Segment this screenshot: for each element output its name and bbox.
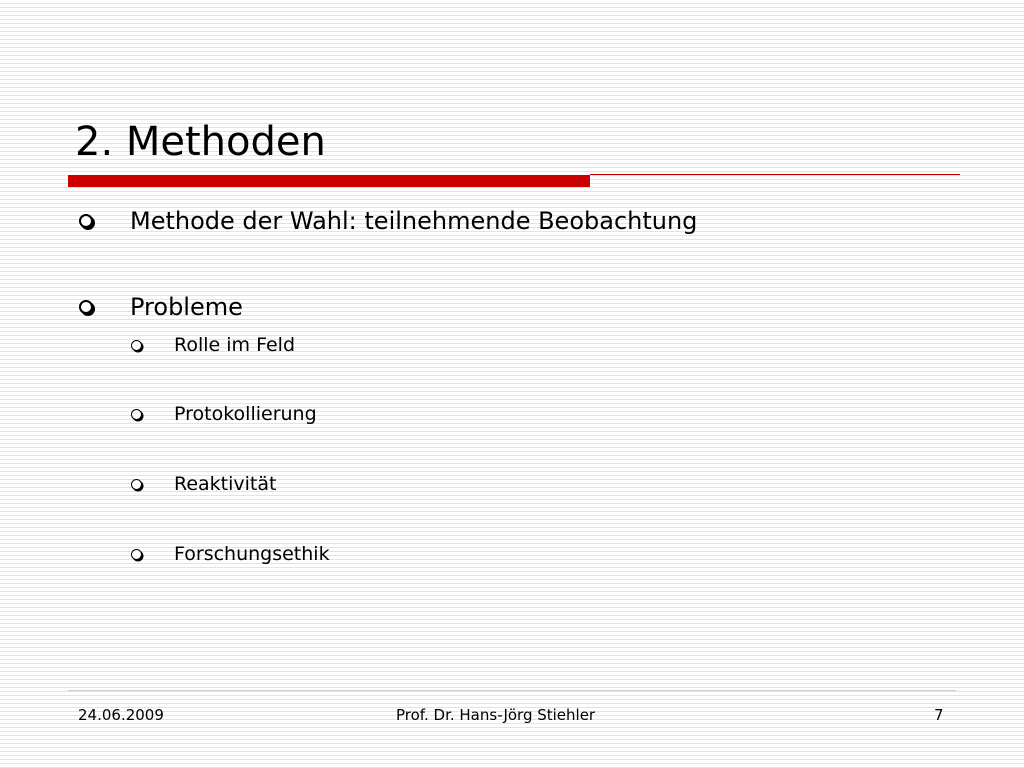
sub-bullet-text: Rolle im Feld	[174, 334, 296, 356]
hollow-circle-bullet-icon	[79, 214, 93, 228]
bullet-text: Methode der Wahl: teilnehmende Beobachtung	[130, 207, 698, 235]
sub-bullet-text: Reaktivität	[174, 473, 277, 495]
footer-author: Prof. Dr. Hans-Jörg Stiehler	[396, 706, 596, 724]
bullet-item	[77, 206, 697, 236]
title-underline-thin	[590, 174, 960, 175]
sub-bullet-item	[131, 402, 317, 426]
hollow-circle-bullet-icon	[131, 409, 142, 420]
hollow-circle-bullet-icon	[131, 340, 142, 351]
sub-bullet-text: Protokollierung	[174, 403, 317, 425]
footer-date: 24.06.2009	[78, 706, 164, 724]
sub-bullet-item	[131, 333, 295, 357]
bullet-item	[77, 292, 243, 322]
hollow-circle-bullet-icon	[131, 549, 142, 560]
bullet-text: Probleme	[130, 293, 243, 321]
sub-bullet-item	[131, 542, 330, 566]
sub-bullet-text: Forschungsethik	[174, 543, 330, 565]
footer-page-number: 7	[934, 706, 944, 724]
footer-divider	[68, 690, 956, 691]
slide-title: 2. Methoden	[75, 119, 326, 165]
hollow-circle-bullet-icon	[79, 300, 93, 314]
title-underline-thick	[68, 175, 590, 187]
hollow-circle-bullet-icon	[131, 479, 142, 490]
sub-bullet-item	[131, 472, 276, 496]
